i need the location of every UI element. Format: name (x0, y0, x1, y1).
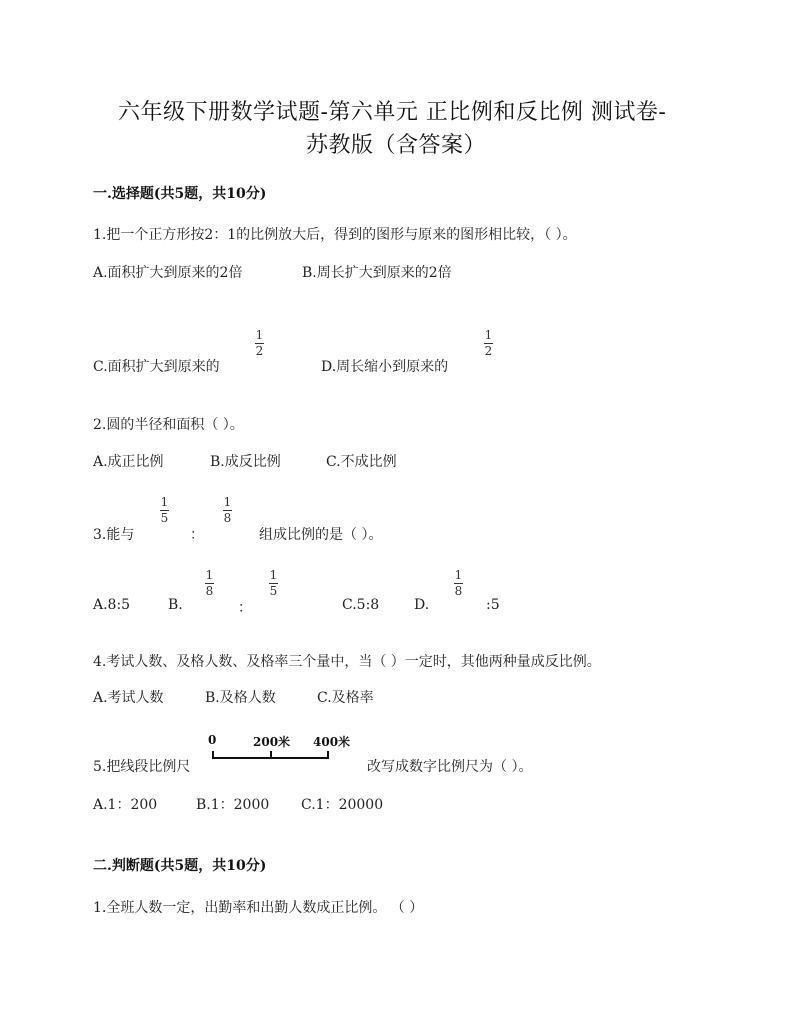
q1-option-d: D.周长缩小到原来的 (321, 359, 449, 375)
q4-option-c: C.及格率 (317, 690, 374, 706)
scale-label-200: 200米 (253, 735, 291, 749)
q4-option-b: B.及格人数 (205, 690, 276, 706)
question-4-text: 4.考试人数、及格人数、及格率三个量中，当（ ）一定时，其他两种量成反比例。 (93, 654, 601, 670)
q3-fraction-1 (160, 496, 169, 525)
q3-option-b-fraction-2 (269, 569, 278, 598)
q1-option-c: C.面积扩大到原来的 (93, 359, 220, 375)
fraction-numerator: 1 (269, 568, 278, 582)
question-2-text: 2.圆的半径和面积（ ）。 (93, 417, 244, 433)
q3-option-d-fraction (454, 569, 463, 598)
question-5-prefix: 5.把线段比例尺 (93, 759, 191, 775)
scale-label-0: 0 (208, 733, 217, 747)
q3-option-b-fraction-1 (205, 569, 214, 598)
fraction-denominator: 8 (223, 511, 232, 525)
scale-label-400: 400米 (313, 735, 351, 749)
q1-option-b: B.周长扩大到原来的2倍 (302, 265, 452, 281)
question-1-text: 1.把一个正方形按2：1的比例放大后，得到的图形与原来的图形相比较，（ ）。 (93, 227, 577, 243)
scale-tick-400 (327, 751, 329, 759)
q3-option-d-tail: :5 (486, 597, 500, 613)
q1-option-a: A.面积扩大到原来的2倍 (93, 265, 243, 281)
fraction-numerator: 1 (205, 568, 214, 582)
q2-option-c: C.不成比例 (326, 454, 397, 470)
question-5-suffix: 改写成数字比例尺为（ ）。 (367, 759, 533, 775)
q3-option-b: B. (168, 597, 183, 613)
fraction-numerator: 1 (454, 568, 463, 582)
question-3-prefix: 3.能与 (93, 527, 135, 543)
q3-option-c: C.5:8 (342, 597, 380, 613)
question-3-suffix: 组成比例的是（ ）。 (259, 527, 383, 543)
q5-option-a: A.1：200 (93, 797, 158, 813)
q3-option-b-colon: ： (238, 600, 252, 616)
q4-option-a: A.考试人数 (93, 690, 164, 706)
fraction-numerator: 1 (160, 495, 169, 509)
fraction-denominator: 8 (205, 584, 214, 598)
fraction-denominator: 5 (269, 584, 278, 598)
section-heading-judgement: 二.判断题(共5题，共10分) (93, 858, 267, 874)
scale-tick-200 (270, 751, 272, 759)
q1-option-c-fraction (255, 329, 264, 358)
q3-option-d: D. (414, 597, 430, 613)
fraction-numerator: 1 (223, 495, 232, 509)
scale-tick-0 (212, 751, 214, 759)
section-heading-choice: 一.选择题(共5题，共10分) (93, 186, 267, 202)
q3-fraction-2 (223, 496, 232, 525)
fraction-denominator: 5 (160, 511, 169, 525)
fraction-numerator: 1 (255, 328, 264, 342)
judgement-question-1-text: 1.全班人数一定，出勤率和出勤人数成正比例。 （ ） (93, 900, 424, 916)
q2-option-b: B.成反比例 (210, 454, 281, 470)
q1-option-d-fraction (484, 329, 493, 358)
q5-option-b: B.1：2000 (196, 797, 270, 813)
q3-colon: ： (190, 527, 204, 543)
fraction-denominator: 8 (454, 584, 463, 598)
q3-option-a: A.8:5 (93, 597, 131, 613)
q5-option-c: C.1：20000 (301, 797, 384, 813)
page-title-line2: 苏教版（含答案） (306, 133, 487, 158)
q2-option-a: A.成正比例 (93, 454, 164, 470)
fraction-numerator: 1 (484, 328, 493, 342)
fraction-denominator: 2 (255, 344, 264, 358)
page-title-line1: 六年级下册数学试题-第六单元 正比例和反比例 测试卷- (118, 100, 667, 125)
fraction-denominator: 2 (484, 344, 493, 358)
